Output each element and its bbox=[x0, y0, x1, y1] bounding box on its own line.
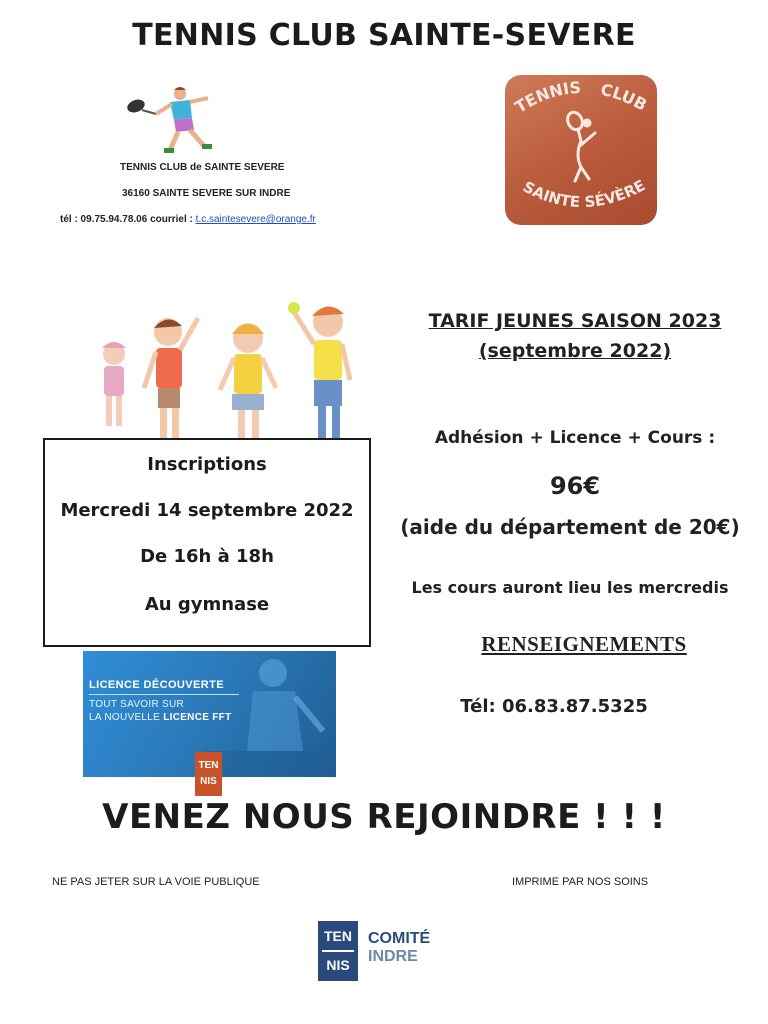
inscriptions-hours: De 16h à 18h bbox=[140, 546, 274, 567]
indre-word: INDRE bbox=[368, 948, 418, 965]
tennis-badge-icon bbox=[195, 752, 222, 796]
footer-notice: NE PAS JETER SUR LA VOIE PUBLIQUE bbox=[52, 876, 260, 888]
contact-phone: Tél: 06.83.87.5325 bbox=[460, 696, 648, 717]
logo-text-sainte-severe: SAINTE SÉVÈRE bbox=[519, 176, 649, 212]
badge-bottom-text: NIS bbox=[200, 776, 217, 787]
call-to-action: VENEZ NOUS REJOINDRE ! ! ! bbox=[102, 797, 666, 837]
banner-divider bbox=[89, 694, 239, 695]
banner-title: LICENCE DÉCOUVERTE bbox=[89, 679, 224, 691]
logo-player-icon bbox=[565, 110, 595, 181]
banner-line2-prefix: LA NOUVELLE bbox=[89, 712, 164, 723]
aide-departement: (aide du département de 20€) bbox=[400, 515, 740, 539]
club-address-line: 36160 SAINTE SEVERE SUR INDRE bbox=[122, 188, 291, 199]
svg-text:CLUB bbox=[599, 80, 650, 115]
club-email-link[interactable]: t.c.saintesevere@orange.fr bbox=[195, 214, 316, 225]
logo-text-club: CLUB bbox=[598, 79, 651, 115]
comite-tennis-logo-icon bbox=[318, 921, 358, 981]
banner-line2-bold: LICENCE FFT bbox=[163, 712, 232, 723]
inscriptions-place: Au gymnase bbox=[144, 594, 270, 615]
inscriptions-title: Inscriptions bbox=[147, 454, 267, 475]
badge-top-text: TEN bbox=[198, 760, 219, 771]
inscriptions-date: Mercredi 14 septembre 2022 bbox=[60, 500, 354, 521]
svg-text:SAINTE SÉVÈRE bbox=[520, 176, 648, 211]
comite-badge-divider bbox=[322, 950, 354, 952]
banner-subtitle bbox=[89, 698, 232, 724]
renseignements-heading: RENSEIGNEMENTS bbox=[481, 632, 687, 656]
club-name-line: TENNIS CLUB de SAINTE SEVERE bbox=[120, 162, 285, 173]
svg-text:TENNIS bbox=[512, 78, 582, 117]
comite-badge-bottom: NIS bbox=[326, 957, 350, 973]
tennis-player-illustration bbox=[122, 84, 222, 162]
flyer-title: TENNIS CLUB SAINTE-SEVERE bbox=[132, 18, 636, 53]
club-logo bbox=[505, 75, 657, 225]
tarif-subtitle: (septembre 2022) bbox=[478, 340, 672, 362]
children-illustration bbox=[88, 292, 368, 460]
comite-indre-label bbox=[368, 930, 430, 966]
comite-badge-top: TEN bbox=[324, 928, 352, 944]
tarif-heading bbox=[404, 306, 746, 366]
club-contact-line bbox=[60, 214, 316, 225]
cours-info: Les cours auront lieu les mercredis bbox=[411, 578, 729, 597]
footer-printed: IMPRIME PAR NOS SOINS bbox=[512, 876, 649, 888]
price-value: 96€ bbox=[549, 472, 601, 500]
inscriptions-box bbox=[43, 438, 371, 647]
adhesion-label: Adhésion + Licence + Cours : bbox=[434, 428, 716, 448]
banner-line1: TOUT SAVOIR SUR bbox=[89, 699, 185, 710]
club-tel-label: tél : 09.75.94.78.06 courriel : bbox=[60, 214, 196, 225]
tarif-title: TARIF JEUNES SAISON 2023 bbox=[428, 310, 722, 332]
logo-text-tennis: TENNIS bbox=[511, 77, 582, 117]
comite-word: COMITÉ bbox=[368, 930, 431, 947]
